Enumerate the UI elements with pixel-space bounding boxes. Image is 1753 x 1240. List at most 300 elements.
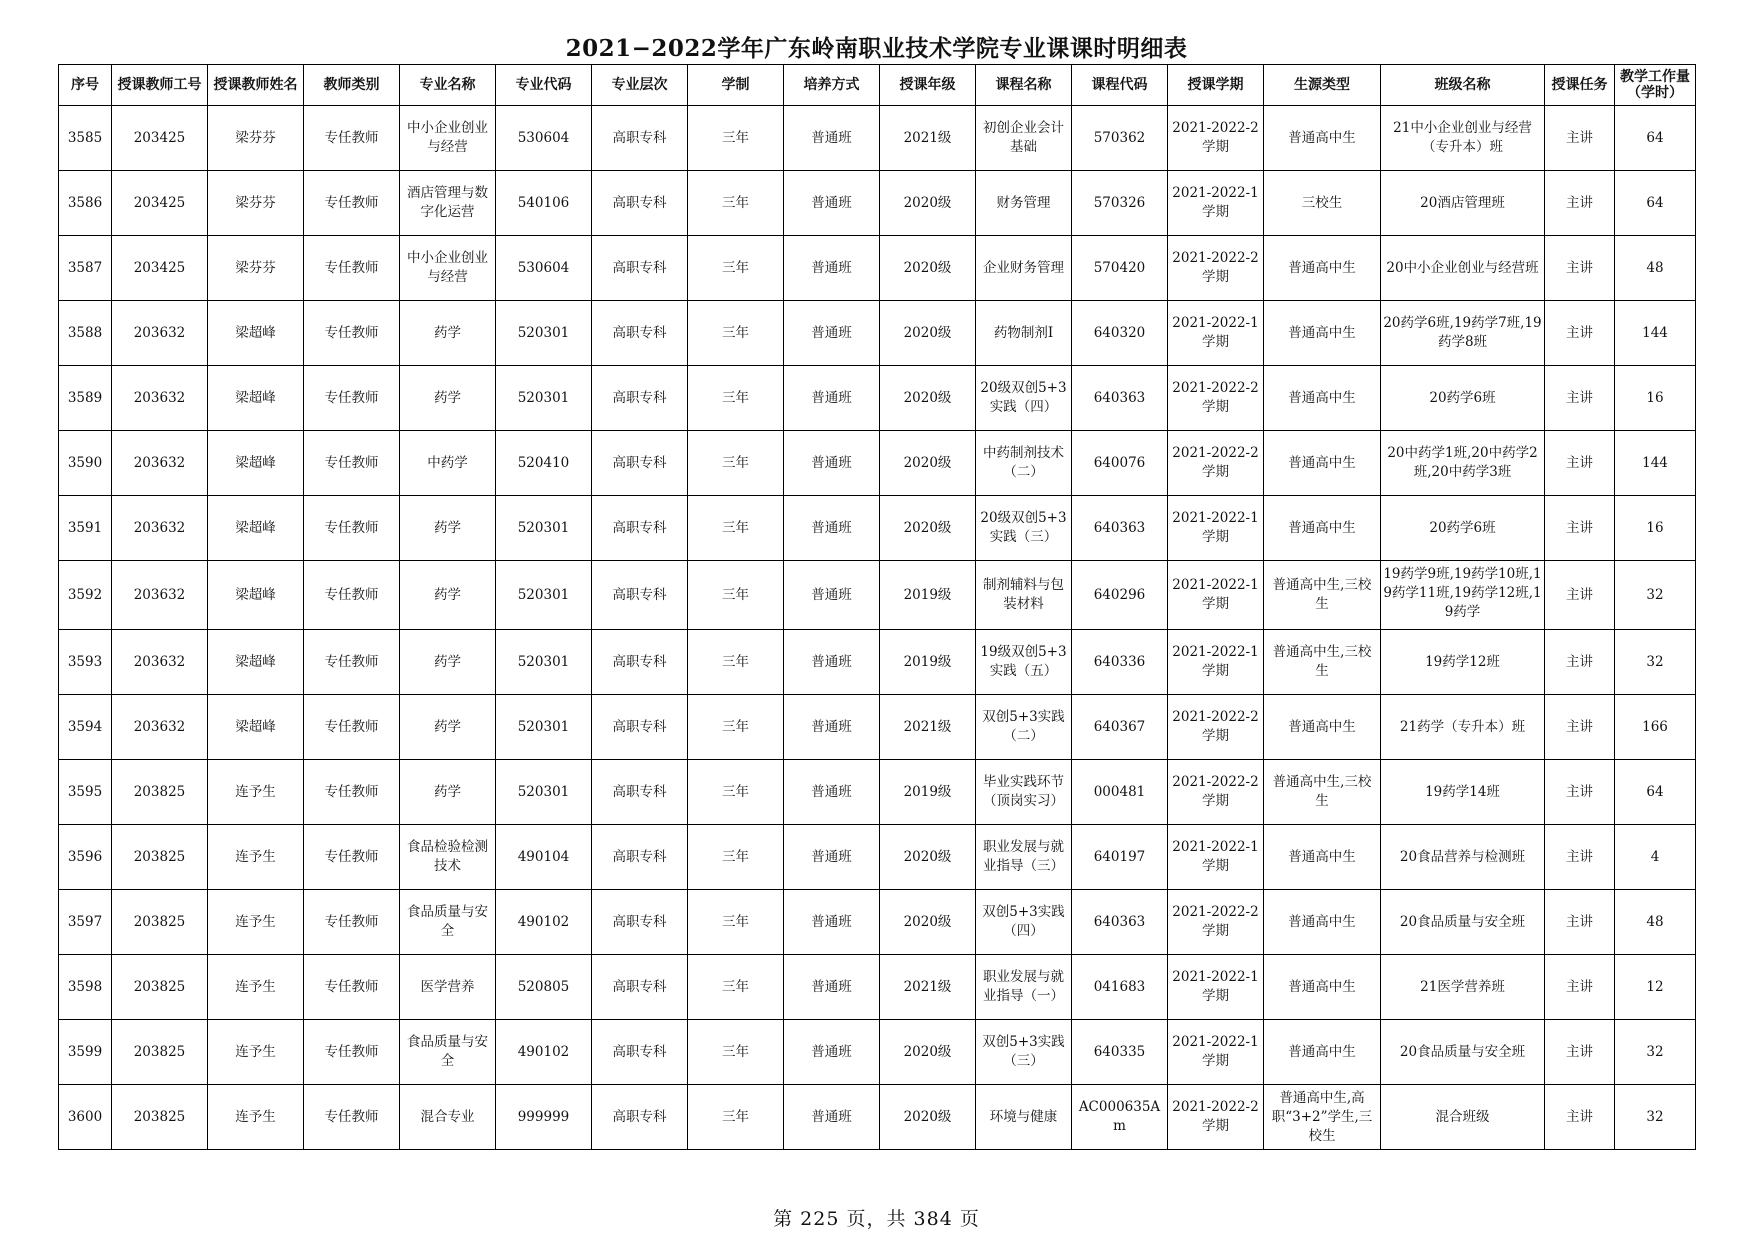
table-cell: 520301 xyxy=(496,561,592,630)
table-cell: 490102 xyxy=(496,890,592,955)
table-cell: 高职专科 xyxy=(592,760,688,825)
table-row xyxy=(59,301,1696,366)
table-cell: 普通高中生,三校生 xyxy=(1264,561,1381,630)
column-header: 序号 xyxy=(59,65,112,106)
table-cell: 3593 xyxy=(59,630,112,695)
column-header: 专业层次 xyxy=(592,65,688,106)
table-cell: 药学 xyxy=(400,760,496,825)
table-cell: 制剂辅料与包装材料 xyxy=(976,561,1072,630)
table-cell: 32 xyxy=(1615,630,1696,695)
table-cell: 普通高中生,三校生 xyxy=(1264,760,1381,825)
table-cell: 普通班 xyxy=(784,760,880,825)
table-row xyxy=(59,496,1696,561)
table-cell: 混合专业 xyxy=(400,1085,496,1150)
table-cell: 药学 xyxy=(400,630,496,695)
table-cell: 三年 xyxy=(688,630,784,695)
table-cell: 梁超峰 xyxy=(208,630,304,695)
table-cell: 主讲 xyxy=(1545,431,1615,496)
table-cell: 520410 xyxy=(496,431,592,496)
table-cell: 梁超峰 xyxy=(208,695,304,760)
table-cell: 梁芬芬 xyxy=(208,171,304,236)
table-cell: 初创企业会计基础 xyxy=(976,106,1072,171)
table-cell: 490104 xyxy=(496,825,592,890)
table-cell: 640363 xyxy=(1072,890,1168,955)
table-cell: 主讲 xyxy=(1545,301,1615,366)
table-cell: 20中小企业创业与经营班 xyxy=(1381,236,1545,301)
table-cell: 2020级 xyxy=(880,366,976,431)
table-cell: 2021级 xyxy=(880,106,976,171)
table-cell: 普通高中生 xyxy=(1264,431,1381,496)
table-cell: 2021-2022-2学期 xyxy=(1168,106,1264,171)
table-cell: 普通高中生 xyxy=(1264,496,1381,561)
table-cell: 普通高中生,三校生 xyxy=(1264,630,1381,695)
table-cell: 高职专科 xyxy=(592,890,688,955)
table-cell: 48 xyxy=(1615,890,1696,955)
column-header: 生源类型 xyxy=(1264,65,1381,106)
table-row xyxy=(59,955,1696,1020)
table-cell: 专任教师 xyxy=(304,301,400,366)
table-cell: 520301 xyxy=(496,496,592,561)
table-cell: 2019级 xyxy=(880,630,976,695)
table-cell: 环境与健康 xyxy=(976,1085,1072,1150)
table-cell: 640363 xyxy=(1072,366,1168,431)
table-cell: 203825 xyxy=(112,760,208,825)
column-header: 教学工作量（学时） xyxy=(1615,65,1696,106)
table-cell: 2021-2022-2学期 xyxy=(1168,1085,1264,1150)
table-cell: 高职专科 xyxy=(592,630,688,695)
table-cell: 药学 xyxy=(400,695,496,760)
table-cell: 主讲 xyxy=(1545,1020,1615,1085)
table-cell: 专任教师 xyxy=(304,1085,400,1150)
table-cell: 640197 xyxy=(1072,825,1168,890)
table-cell: 2020级 xyxy=(880,496,976,561)
table-cell: 640336 xyxy=(1072,630,1168,695)
table-cell: 梁超峰 xyxy=(208,301,304,366)
table-cell: 连予生 xyxy=(208,760,304,825)
table-cell: 19药学12班 xyxy=(1381,630,1545,695)
table-cell: 专任教师 xyxy=(304,171,400,236)
table-cell: 普通高中生 xyxy=(1264,695,1381,760)
table-cell: 64 xyxy=(1615,171,1696,236)
table-cell: 203825 xyxy=(112,1020,208,1085)
table-cell: 3595 xyxy=(59,760,112,825)
table-cell: 中药制剂技术（二） xyxy=(976,431,1072,496)
table-cell: 梁超峰 xyxy=(208,366,304,431)
table-cell: 梁芬芬 xyxy=(208,236,304,301)
table-cell: 三年 xyxy=(688,695,784,760)
table-cell: 普通班 xyxy=(784,890,880,955)
column-header: 课程名称 xyxy=(976,65,1072,106)
table-cell: 连予生 xyxy=(208,1020,304,1085)
table-header-row xyxy=(59,65,1696,106)
table-cell: 专任教师 xyxy=(304,561,400,630)
table-cell: 16 xyxy=(1615,366,1696,431)
table-cell: 2019级 xyxy=(880,760,976,825)
table-cell: 144 xyxy=(1615,431,1696,496)
table-row xyxy=(59,171,1696,236)
table-cell: 混合班级 xyxy=(1381,1085,1545,1150)
table-cell: 520301 xyxy=(496,760,592,825)
table-cell: 21中小企业创业与经营（专升本）班 xyxy=(1381,106,1545,171)
table-cell: 203632 xyxy=(112,496,208,561)
page-title: 2021−2022学年广东岭南职业技术学院专业课课时明细表 xyxy=(565,35,1188,62)
column-header: 培养方式 xyxy=(784,65,880,106)
table-cell: 32 xyxy=(1615,561,1696,630)
table-cell: 203825 xyxy=(112,1085,208,1150)
table-row xyxy=(59,630,1696,695)
column-header: 班级名称 xyxy=(1381,65,1545,106)
table-cell: 高职专科 xyxy=(592,496,688,561)
table-cell: 203632 xyxy=(112,431,208,496)
table-cell: 主讲 xyxy=(1545,890,1615,955)
table-cell: 3600 xyxy=(59,1085,112,1150)
course-hours-table xyxy=(58,64,1696,1150)
table-cell: 64 xyxy=(1615,760,1696,825)
table-cell: 中药学 xyxy=(400,431,496,496)
table-row xyxy=(59,695,1696,760)
table-cell: 570362 xyxy=(1072,106,1168,171)
table-cell: 三年 xyxy=(688,890,784,955)
table-cell: 普通班 xyxy=(784,630,880,695)
table-cell: 普通高中生 xyxy=(1264,1020,1381,1085)
table-cell: AC000635Am xyxy=(1072,1085,1168,1150)
table-cell: 高职专科 xyxy=(592,1020,688,1085)
column-header: 授课教师姓名 xyxy=(208,65,304,106)
table-cell: 041683 xyxy=(1072,955,1168,1020)
table-cell: 2021-2022-1学期 xyxy=(1168,1020,1264,1085)
table-cell: 梁超峰 xyxy=(208,561,304,630)
table-cell: 2020级 xyxy=(880,1085,976,1150)
table-cell: 专任教师 xyxy=(304,955,400,1020)
table-cell: 2021级 xyxy=(880,955,976,1020)
table-cell: 20中药学1班,20中药学2班,20中药学3班 xyxy=(1381,431,1545,496)
table-cell: 640320 xyxy=(1072,301,1168,366)
table-cell: 20食品营养与检测班 xyxy=(1381,825,1545,890)
table-row xyxy=(59,236,1696,301)
table-cell: 2021-2022-1学期 xyxy=(1168,825,1264,890)
table-cell: 2020级 xyxy=(880,825,976,890)
column-header: 学制 xyxy=(688,65,784,106)
column-header: 授课学期 xyxy=(1168,65,1264,106)
table-cell: 2021-2022-1学期 xyxy=(1168,630,1264,695)
column-header: 专业代码 xyxy=(496,65,592,106)
table-cell: 高职专科 xyxy=(592,236,688,301)
table-cell: 普通班 xyxy=(784,236,880,301)
table-cell: 三年 xyxy=(688,496,784,561)
table-cell: 203425 xyxy=(112,236,208,301)
table-cell: 三年 xyxy=(688,431,784,496)
table-cell: 20级双创5+3实践（四） xyxy=(976,366,1072,431)
table-cell: 食品质量与安全 xyxy=(400,1020,496,1085)
column-header: 授课年级 xyxy=(880,65,976,106)
table-cell: 三年 xyxy=(688,366,784,431)
table-cell: 主讲 xyxy=(1545,760,1615,825)
table-cell: 专任教师 xyxy=(304,825,400,890)
table-cell: 20食品质量与安全班 xyxy=(1381,1020,1545,1085)
table-cell: 普通高中生 xyxy=(1264,301,1381,366)
table-cell: 3585 xyxy=(59,106,112,171)
table-cell: 高职专科 xyxy=(592,561,688,630)
table-cell: 三年 xyxy=(688,561,784,630)
table-cell: 520301 xyxy=(496,366,592,431)
table-cell: 连予生 xyxy=(208,825,304,890)
table-row xyxy=(59,825,1696,890)
table-cell: 高职专科 xyxy=(592,431,688,496)
table-cell: 48 xyxy=(1615,236,1696,301)
table-cell: 203425 xyxy=(112,106,208,171)
table-row xyxy=(59,431,1696,496)
table-cell: 中小企业创业与经营 xyxy=(400,236,496,301)
table-cell: 专任教师 xyxy=(304,890,400,955)
table-cell: 普通班 xyxy=(784,431,880,496)
column-header: 专业名称 xyxy=(400,65,496,106)
table-cell: 4 xyxy=(1615,825,1696,890)
table-cell: 主讲 xyxy=(1545,955,1615,1020)
table-cell: 540106 xyxy=(496,171,592,236)
table-cell: 2020级 xyxy=(880,171,976,236)
table-row xyxy=(59,366,1696,431)
table-cell: 2020级 xyxy=(880,236,976,301)
table-cell: 药学 xyxy=(400,496,496,561)
table-cell: 高职专科 xyxy=(592,695,688,760)
table-cell: 203632 xyxy=(112,561,208,630)
table-cell: 食品检验检测技术 xyxy=(400,825,496,890)
table-cell: 主讲 xyxy=(1545,561,1615,630)
table-cell: 普通高中生 xyxy=(1264,955,1381,1020)
table-cell: 高职专科 xyxy=(592,106,688,171)
table-cell: 32 xyxy=(1615,1020,1696,1085)
table-cell: 毕业实践环节（顶岗实习） xyxy=(976,760,1072,825)
table-row xyxy=(59,1085,1696,1150)
table-cell: 药物制剂I xyxy=(976,301,1072,366)
table-cell: 21医学营养班 xyxy=(1381,955,1545,1020)
table-cell: 203632 xyxy=(112,301,208,366)
table-cell: 520301 xyxy=(496,630,592,695)
table-cell: 普通高中生 xyxy=(1264,366,1381,431)
table-cell: 3590 xyxy=(59,431,112,496)
table-cell: 203825 xyxy=(112,825,208,890)
table-cell: 主讲 xyxy=(1545,106,1615,171)
table-cell: 三年 xyxy=(688,236,784,301)
table-cell: 166 xyxy=(1615,695,1696,760)
table-cell: 主讲 xyxy=(1545,171,1615,236)
table-cell: 2021-2022-2学期 xyxy=(1168,760,1264,825)
table-cell: 梁芬芬 xyxy=(208,106,304,171)
table-cell: 203632 xyxy=(112,630,208,695)
table-cell: 连予生 xyxy=(208,955,304,1020)
table-cell: 2021-2022-2学期 xyxy=(1168,366,1264,431)
table-cell: 普通班 xyxy=(784,825,880,890)
table-cell: 640335 xyxy=(1072,1020,1168,1085)
table-cell: 三年 xyxy=(688,301,784,366)
table-cell: 普通高中生 xyxy=(1264,106,1381,171)
table-cell: 专任教师 xyxy=(304,496,400,561)
table-cell: 普通班 xyxy=(784,496,880,561)
table-row xyxy=(59,561,1696,630)
table-cell: 3588 xyxy=(59,301,112,366)
table-cell: 普通高中生,高职“3+2”学生,三校生 xyxy=(1264,1085,1381,1150)
table-cell: 普通班 xyxy=(784,366,880,431)
table-cell: 职业发展与就业指导（一） xyxy=(976,955,1072,1020)
table-cell: 490102 xyxy=(496,1020,592,1085)
table-cell: 2020级 xyxy=(880,1020,976,1085)
table-cell: 144 xyxy=(1615,301,1696,366)
table-cell: 2021-2022-2学期 xyxy=(1168,236,1264,301)
table-cell: 520301 xyxy=(496,695,592,760)
table-cell: 20药学6班 xyxy=(1381,496,1545,561)
table-cell: 医学营养 xyxy=(400,955,496,1020)
table-cell: 普通高中生 xyxy=(1264,236,1381,301)
table-cell: 570326 xyxy=(1072,171,1168,236)
table-cell: 2019级 xyxy=(880,561,976,630)
table-cell: 3594 xyxy=(59,695,112,760)
table-cell: 主讲 xyxy=(1545,1085,1615,1150)
table-cell: 32 xyxy=(1615,1085,1696,1150)
table-cell: 连予生 xyxy=(208,890,304,955)
table-cell: 3599 xyxy=(59,1020,112,1085)
table-cell: 专任教师 xyxy=(304,431,400,496)
table-cell: 20药学6班,19药学7班,19药学8班 xyxy=(1381,301,1545,366)
table-cell: 中小企业创业与经营 xyxy=(400,106,496,171)
column-header: 课程代码 xyxy=(1072,65,1168,106)
table-cell xyxy=(1381,561,1545,630)
table-cell: 2020级 xyxy=(880,301,976,366)
table-cell: 203632 xyxy=(112,695,208,760)
table-cell: 2020级 xyxy=(880,890,976,955)
table-cell: 20级双创5+3实践（三） xyxy=(976,496,1072,561)
table-cell: 2021-2022-2学期 xyxy=(1168,890,1264,955)
table-cell: 职业发展与就业指导（三） xyxy=(976,825,1072,890)
table-cell: 530604 xyxy=(496,236,592,301)
table-cell: 主讲 xyxy=(1545,236,1615,301)
table-cell: 高职专科 xyxy=(592,301,688,366)
page-footer: 第 225 页，共 384 页 xyxy=(773,1208,980,1230)
table-cell: 三年 xyxy=(688,1020,784,1085)
table-cell: 三年 xyxy=(688,1085,784,1150)
table-cell: 连予生 xyxy=(208,1085,304,1150)
cell-text: 19药学9班,19药学10班,19药学11班,19药学12班,19药学 xyxy=(1383,566,1542,620)
table-cell: 普通高中生 xyxy=(1264,890,1381,955)
table-cell: 2021级 xyxy=(880,695,976,760)
table-cell: 企业财务管理 xyxy=(976,236,1072,301)
table-cell: 普通班 xyxy=(784,171,880,236)
table-cell: 普通班 xyxy=(784,561,880,630)
table-row xyxy=(59,890,1696,955)
table-cell: 3598 xyxy=(59,955,112,1020)
table-cell: 普通班 xyxy=(784,955,880,1020)
table-cell: 三年 xyxy=(688,760,784,825)
table-cell: 三年 xyxy=(688,955,784,1020)
table-cell: 专任教师 xyxy=(304,1020,400,1085)
table-cell: 梁超峰 xyxy=(208,496,304,561)
table-cell: 高职专科 xyxy=(592,171,688,236)
table-cell: 主讲 xyxy=(1545,496,1615,561)
table-cell: 三年 xyxy=(688,171,784,236)
table-cell: 2021-2022-2学期 xyxy=(1168,695,1264,760)
table-cell: 999999 xyxy=(496,1085,592,1150)
table-cell: 专任教师 xyxy=(304,366,400,431)
table-cell: 2021-2022-1学期 xyxy=(1168,561,1264,630)
table-cell: 640076 xyxy=(1072,431,1168,496)
table-cell: 普通班 xyxy=(784,695,880,760)
table-cell: 药学 xyxy=(400,561,496,630)
table-cell: 高职专科 xyxy=(592,1085,688,1150)
table-cell: 三校生 xyxy=(1264,171,1381,236)
table-cell: 专任教师 xyxy=(304,695,400,760)
table-cell: 药学 xyxy=(400,301,496,366)
table-cell: 3591 xyxy=(59,496,112,561)
table-cell: 普通班 xyxy=(784,301,880,366)
table-cell: 640367 xyxy=(1072,695,1168,760)
table-cell: 640296 xyxy=(1072,561,1168,630)
table-cell: 203825 xyxy=(112,890,208,955)
table-cell: 640363 xyxy=(1072,496,1168,561)
table-cell: 203425 xyxy=(112,171,208,236)
table-cell: 普通班 xyxy=(784,1020,880,1085)
table-cell: 20食品质量与安全班 xyxy=(1381,890,1545,955)
column-header: 授课任务 xyxy=(1545,65,1615,106)
table-cell: 203825 xyxy=(112,955,208,1020)
table-cell: 3596 xyxy=(59,825,112,890)
table-cell: 梁超峰 xyxy=(208,431,304,496)
table-cell: 19药学14班 xyxy=(1381,760,1545,825)
table-cell: 普通班 xyxy=(784,1085,880,1150)
table-cell: 食品质量与安全 xyxy=(400,890,496,955)
table-cell: 520805 xyxy=(496,955,592,1020)
table-cell: 专任教师 xyxy=(304,760,400,825)
table-cell: 2021-2022-1学期 xyxy=(1168,301,1264,366)
table-cell: 双创5+3实践（二） xyxy=(976,695,1072,760)
table-cell: 主讲 xyxy=(1545,825,1615,890)
table-cell: 双创5+3实践（四） xyxy=(976,890,1072,955)
table-cell: 2020级 xyxy=(880,431,976,496)
table-cell: 520301 xyxy=(496,301,592,366)
table-cell: 主讲 xyxy=(1545,695,1615,760)
table-cell: 2021-2022-1学期 xyxy=(1168,955,1264,1020)
table-cell: 三年 xyxy=(688,106,784,171)
table-cell: 财务管理 xyxy=(976,171,1072,236)
table-cell: 2021-2022-1学期 xyxy=(1168,496,1264,561)
table-cell: 530604 xyxy=(496,106,592,171)
table-row xyxy=(59,106,1696,171)
table-cell: 19级双创5+3实践（五） xyxy=(976,630,1072,695)
table-cell: 专任教师 xyxy=(304,236,400,301)
table-cell: 主讲 xyxy=(1545,630,1615,695)
table-cell: 普通班 xyxy=(784,106,880,171)
table-cell: 000481 xyxy=(1072,760,1168,825)
table-cell: 3587 xyxy=(59,236,112,301)
table-cell: 203632 xyxy=(112,366,208,431)
table-cell: 高职专科 xyxy=(592,366,688,431)
table-cell: 药学 xyxy=(400,366,496,431)
table-cell: 3589 xyxy=(59,366,112,431)
column-header: 授课教师工号 xyxy=(112,65,208,106)
table-cell: 三年 xyxy=(688,825,784,890)
table-cell: 专任教师 xyxy=(304,630,400,695)
table-cell: 高职专科 xyxy=(592,955,688,1020)
table-cell: 高职专科 xyxy=(592,825,688,890)
table-cell: 3586 xyxy=(59,171,112,236)
table-cell: 2021-2022-1学期 xyxy=(1168,171,1264,236)
table-cell: 酒店管理与数字化运营 xyxy=(400,171,496,236)
table-cell: 16 xyxy=(1615,496,1696,561)
table-cell: 专任教师 xyxy=(304,106,400,171)
table-cell: 64 xyxy=(1615,106,1696,171)
table-cell: 20药学6班 xyxy=(1381,366,1545,431)
table-cell: 3592 xyxy=(59,561,112,630)
table-cell: 21药学（专升本）班 xyxy=(1381,695,1545,760)
table-cell: 普通高中生 xyxy=(1264,825,1381,890)
